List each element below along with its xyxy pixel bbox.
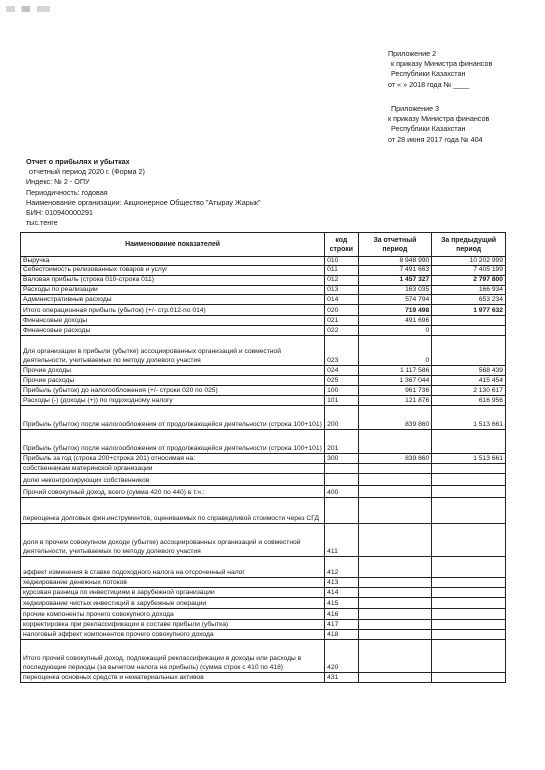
row-code: 024 [325,366,358,376]
row-name: переоценка долговых фин.инструментов, оцениваемых по справедливой стоимости через СГД [21,498,325,524]
table-row [21,486,506,498]
appendix-2-line: Республики Казахстан [391,69,466,79]
row-previous-value [432,598,506,609]
header-current-period: За отчетный период [358,233,432,257]
table-row [21,336,506,366]
table-row [21,326,506,336]
report-bin: БИН: 010940000291 [26,208,94,218]
row-previous-value [432,326,506,336]
table-row [21,316,506,326]
row-name: корректировка при реклассификации в составе прибыли (убытка) [21,620,325,630]
table-row [21,366,506,376]
row-code: 411 [325,524,358,557]
table-row [21,275,506,285]
table-row [21,285,506,294]
table-row [21,620,506,630]
row-current-value [358,557,432,578]
table-row [21,557,506,578]
row-code: 013 [325,285,358,294]
row-previous-value: 10 202 999 [432,257,506,266]
table-row [21,640,506,673]
row-name: хеджирование чистых инвестиций в зарубежные операции [21,598,325,609]
row-name: прочие компоненты прочего совокупного дохода [21,609,325,620]
row-code [325,498,358,524]
appendix-2-line: к приказу Министра финансов [391,59,493,69]
row-name: Прочие доходы [21,366,325,376]
row-current-value [358,630,432,640]
row-code: 200 [325,406,358,430]
table-row [21,474,506,486]
row-current-value: 839 860 [358,406,432,430]
appendix-2-line: Приложение 2 [388,49,437,58]
row-current-value: 0 [358,336,432,366]
table-row [21,406,506,430]
table-row [21,630,506,640]
report-period: отчетный период 2020 г. (Форма 2) [29,167,145,177]
row-previous-value [432,620,506,630]
row-previous-value [432,430,506,454]
row-name: эффект изменения в ставке подоходного налога на отсроченный налог [21,557,325,578]
row-previous-value: 1 513 661 [432,454,506,464]
row-code: 101 [325,396,358,406]
row-current-value [358,588,432,598]
row-name: Финансовые доходы [21,316,325,326]
header-previous-period: За предыдущий период [432,233,506,257]
table-row [21,396,506,406]
row-previous-value [432,630,506,640]
row-previous-value [432,524,506,557]
appendix-2-line: от « » 2018 года № ____ [388,79,470,89]
report-periodicity: Периодичность: годовая [26,187,108,197]
row-current-value: 574 794 [358,295,432,305]
row-name: долю неконтролирующих собственников [21,474,325,486]
table-row [21,266,506,275]
row-name: Расходы по реализации [21,285,325,294]
row-name: Финансовые расходы [21,326,325,336]
appendix-3-line: Республики Казахстан [391,124,466,134]
row-name: Валовая прибыль (строка 010-строка 011) [21,275,325,285]
appendix-3-line: к приказу Министра финансов [388,114,490,124]
row-current-value: 1 367 044 [358,376,432,386]
row-previous-value [432,464,506,474]
row-previous-value: 1 977 632 [432,305,506,316]
row-previous-value: 568 439 [432,366,506,376]
report-header [26,157,261,228]
row-name: Итого прочий совокупный доход, подлежащий реклассификации в доходы или расходы в последующие периоды (за вычетом налога на прибыль) (сумма строк с 410 по 418) [21,640,325,673]
header-indicator-name: Наименование показателей [21,233,325,257]
row-name: Итого операционная прибыль (убыток) (+/- стр.012-по 014) [21,305,325,316]
row-name: Прибыль (убыток) после налогообложения от продолжающейся деятельности (строка 100+101) [21,406,325,430]
report-index: Индекс: № 2 - ОПУ [26,177,90,187]
row-current-value [358,609,432,620]
row-code: 010 [325,257,358,266]
row-current-value [358,474,432,486]
table-row [21,305,506,316]
row-current-value: 0 [358,326,432,336]
table-row [21,454,506,464]
appendix-3-block [388,104,489,145]
income-statement-table [20,232,506,683]
row-previous-value [432,498,506,524]
row-current-value [358,498,432,524]
row-name: Административные расходы [21,295,325,305]
row-name: курсовая разница по инвестициям в зарубежной организации [21,588,325,598]
table-row [21,588,506,598]
row-current-value: 8 948 990 [358,257,432,266]
report-organization: Наименование организации: Акционерное Общество "Атырау Жарык" [26,197,261,207]
row-current-value: 1 117 586 [358,366,432,376]
row-name: Для организации в прибыли (убытке) ассоциированных организаций и совместной деятельности, учитываемых по методу долевого участия [21,336,325,366]
row-previous-value: 616 956 [432,396,506,406]
row-previous-value: 653 234 [432,295,506,305]
header-row-code: код строки [325,233,358,257]
table-row [21,609,506,620]
row-previous-value: 2 797 800 [432,275,506,285]
row-current-value: 121 876 [358,396,432,406]
row-previous-value [432,673,506,683]
row-current-value [358,486,432,498]
row-code: 416 [325,609,358,620]
row-name: Прибыль (убыток) после налогообложения от продолжающейся деятельности (строка 100+101) [21,430,325,454]
row-current-value [358,620,432,630]
row-code [325,464,358,474]
row-previous-value: 7 405 199 [432,266,506,275]
row-current-value [358,673,432,683]
row-current-value [358,524,432,557]
row-previous-value: 415 454 [432,376,506,386]
table-row [21,257,506,266]
table-row [21,295,506,305]
table-row [21,673,506,683]
row-code: 412 [325,557,358,578]
row-code: 414 [325,588,358,598]
appendix-2-block [388,49,492,90]
row-current-value: 491 696 [358,316,432,326]
table-row [21,524,506,557]
row-code: 300 [325,454,358,464]
row-code: 417 [325,620,358,630]
row-current-value: 163 035 [358,285,432,294]
row-code: 021 [325,316,358,326]
row-previous-value [432,336,506,366]
row-code: 201 [325,430,358,454]
row-name: Прочие расходы [21,376,325,386]
row-code: 420 [325,640,358,673]
row-code: 431 [325,673,358,683]
row-code: 413 [325,578,358,588]
table-row [21,498,506,524]
row-current-value [358,430,432,454]
row-code: 418 [325,630,358,640]
row-name: Расходы (-) (доходы (+)) по подоходному налогу [21,396,325,406]
row-current-value: 719 498 [358,305,432,316]
table-row [21,430,506,454]
row-code: 014 [325,295,358,305]
row-code: 022 [325,326,358,336]
row-name: Себестоимость релизованных товаров и услуг [21,266,325,275]
row-code: 011 [325,266,358,275]
row-previous-value [432,316,506,326]
row-current-value: 7 491 663 [358,266,432,275]
row-current-value [358,464,432,474]
table-row [21,386,506,396]
row-previous-value [432,609,506,620]
row-name: Прибыль (убыток) до налогообложения (+/- строки 020 по 025) [21,386,325,396]
row-name: Прочий совокупный доход, всего (сумма 420 по 440) в т.ч.: [21,486,325,498]
row-current-value: 961 736 [358,386,432,396]
row-previous-value [432,578,506,588]
row-previous-value [432,557,506,578]
row-previous-value: 1 513 661 [432,406,506,430]
row-code: 012 [325,275,358,285]
table-row [21,376,506,386]
row-name: собственникам материнской организации [21,464,325,474]
appendix-3-line: Приложение 3 [391,104,440,113]
table-row [21,578,506,588]
row-code: 023 [325,336,358,366]
report-title: Отчет о прибылях и убытках [26,157,130,166]
report-unit: тыс.тенге [26,218,58,228]
row-current-value: 1 457 327 [358,275,432,285]
row-name: налоговый эффект компонентов прочего совокупного дохода [21,630,325,640]
row-name: хеджирование денежных потоков [21,578,325,588]
row-previous-value: 166 934 [432,285,506,294]
row-code: 415 [325,598,358,609]
appendix-3-line: от 28 июня 2017 года № 404 [388,134,483,144]
row-current-value [358,598,432,609]
table-row [21,598,506,609]
scan-artifact [6,6,50,12]
row-previous-value: 2 130 617 [432,386,506,396]
row-code: 100 [325,386,358,396]
row-name: Выручка [21,257,325,266]
row-code: 020 [325,305,358,316]
row-previous-value [432,486,506,498]
row-code: 400 [325,486,358,498]
row-code [325,474,358,486]
row-previous-value [432,588,506,598]
row-name: переоценка основных средств и нематериальных активов [21,673,325,683]
table-row [21,464,506,474]
row-previous-value [432,640,506,673]
row-name: Прибыль за год (строка 200+строка 201) относимая на: [21,454,325,464]
row-current-value [358,578,432,588]
row-current-value: 839 860 [358,454,432,464]
row-current-value [358,640,432,673]
row-name: доля в прочем совокупном доходе (убытке) ассоциированных организаций и совместной деятельности, учитываемых по методу долевого участия [21,524,325,557]
row-previous-value [432,474,506,486]
row-code: 025 [325,376,358,386]
